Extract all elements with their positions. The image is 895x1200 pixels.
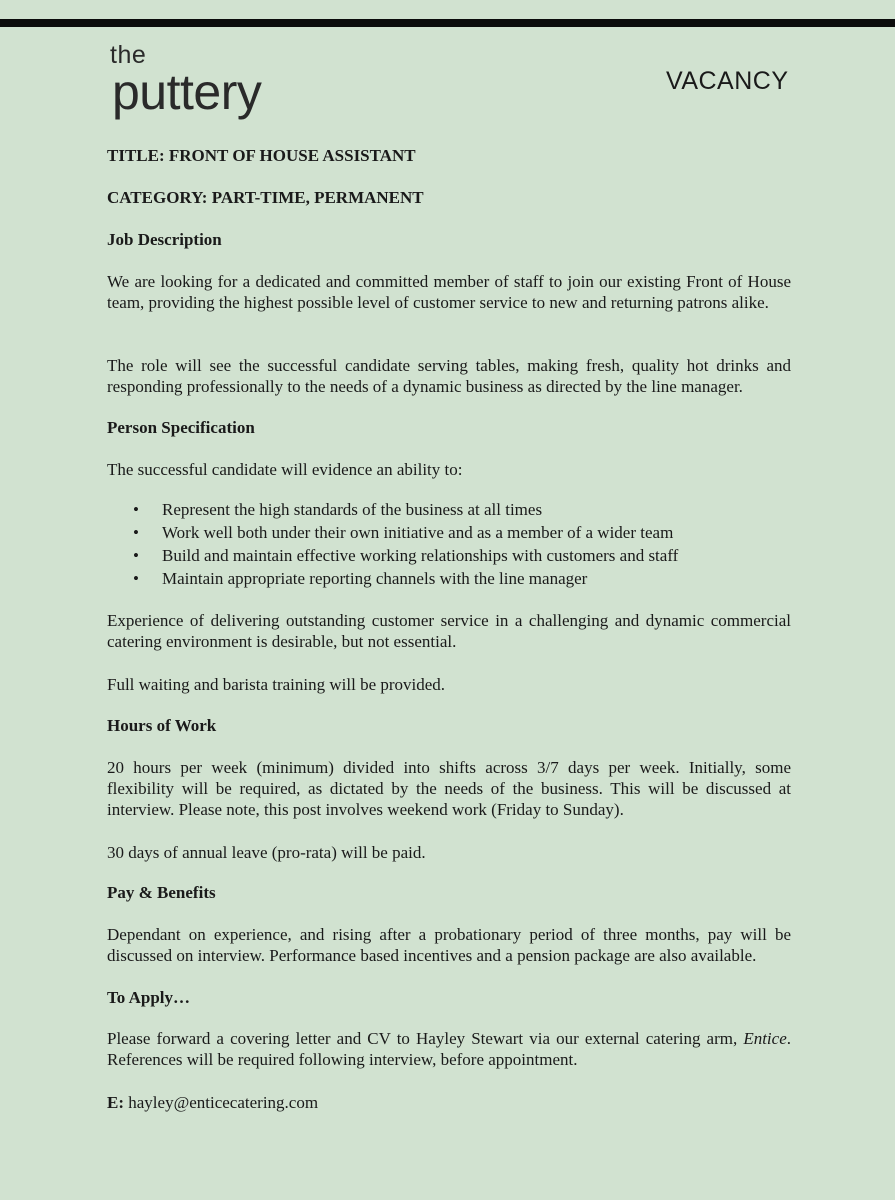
bullet-text: Work well both under their own initiative and as a member of a wider team	[162, 523, 674, 542]
job-title: TITLE: FRONT OF HOUSE ASSISTANT	[107, 146, 416, 165]
job-description-paragraph-1: We are looking for a dedicated and committed member of staff to join our existing Front of House team, providing the highest possible level of customer service to new and returning patrons alike.	[107, 272, 791, 312]
apply-text-end: . References will be required following interview, before appointment.	[107, 1029, 791, 1069]
bullet-icon: •	[133, 569, 139, 588]
apply-text-start: Please forward a covering letter and CV to Hayley Stewart via our external catering arm,	[107, 1029, 744, 1048]
to-apply-heading: To Apply…	[107, 988, 190, 1007]
list-item	[107, 521, 678, 544]
person-specification-heading: Person Specification	[107, 418, 255, 437]
email-address[interactable]: hayley@enticecatering.com	[128, 1093, 319, 1112]
bullet-text: Represent the high standards of the business at all times	[162, 500, 543, 519]
apply-paragraph	[107, 1028, 791, 1070]
job-description-heading: Job Description	[107, 230, 222, 249]
bullet-text: Maintain appropriate reporting channels with the line manager	[162, 569, 588, 588]
job-description-paragraph-2: The role will see the successful candidate serving tables, making fresh, quality hot drinks and responding professionally to the needs of a dynamic business as directed by the line manager.	[107, 356, 791, 396]
logo-main-text: puttery	[112, 64, 262, 120]
bullet-icon: •	[133, 546, 139, 565]
bullet-icon: •	[133, 500, 139, 519]
bullet-icon: •	[133, 523, 139, 542]
annual-leave-paragraph: 30 days of annual leave (pro-rata) will be paid.	[107, 843, 426, 862]
puttery-logo	[110, 41, 262, 120]
bullet-text: Build and maintain effective working relationships with customers and staff	[162, 546, 679, 565]
hours-paragraph-1: 20 hours per week (minimum) divided into shifts across 3/7 days per week. Initially, some flexibility will be required, as dictated by the needs of the business. This will be discussed at interview. Please note, this post involves weekend work (Friday to Sunday).	[107, 758, 791, 819]
email-line	[107, 1092, 318, 1113]
list-item	[107, 544, 678, 567]
experience-paragraph: Experience of delivering outstanding customer service in a challenging and dynamic commercial catering environment is desirable, but not essential.	[107, 611, 791, 651]
logo-small-text: the	[110, 41, 147, 69]
entice-name: Entice	[743, 1029, 787, 1048]
hours-of-work-heading: Hours of Work	[107, 716, 217, 735]
person-specification-intro: The successful candidate will evidence an ability to:	[107, 460, 463, 479]
pay-benefits-heading: Pay & Benefits	[107, 883, 216, 902]
ability-bullet-list	[107, 498, 678, 590]
job-category: CATEGORY: PART-TIME, PERMANENT	[107, 188, 424, 207]
email-label: E:	[107, 1093, 124, 1112]
vacancy-label: VACANCY	[666, 67, 789, 95]
list-item	[107, 498, 678, 521]
top-border-bar	[0, 19, 895, 27]
training-paragraph: Full waiting and barista training will be provided.	[107, 675, 446, 694]
pay-paragraph: Dependant on experience, and rising after a probationary period of three months, pay will be discussed on interview. Performance based incentives and a pension package are also available.	[107, 925, 791, 965]
list-item	[107, 567, 678, 590]
